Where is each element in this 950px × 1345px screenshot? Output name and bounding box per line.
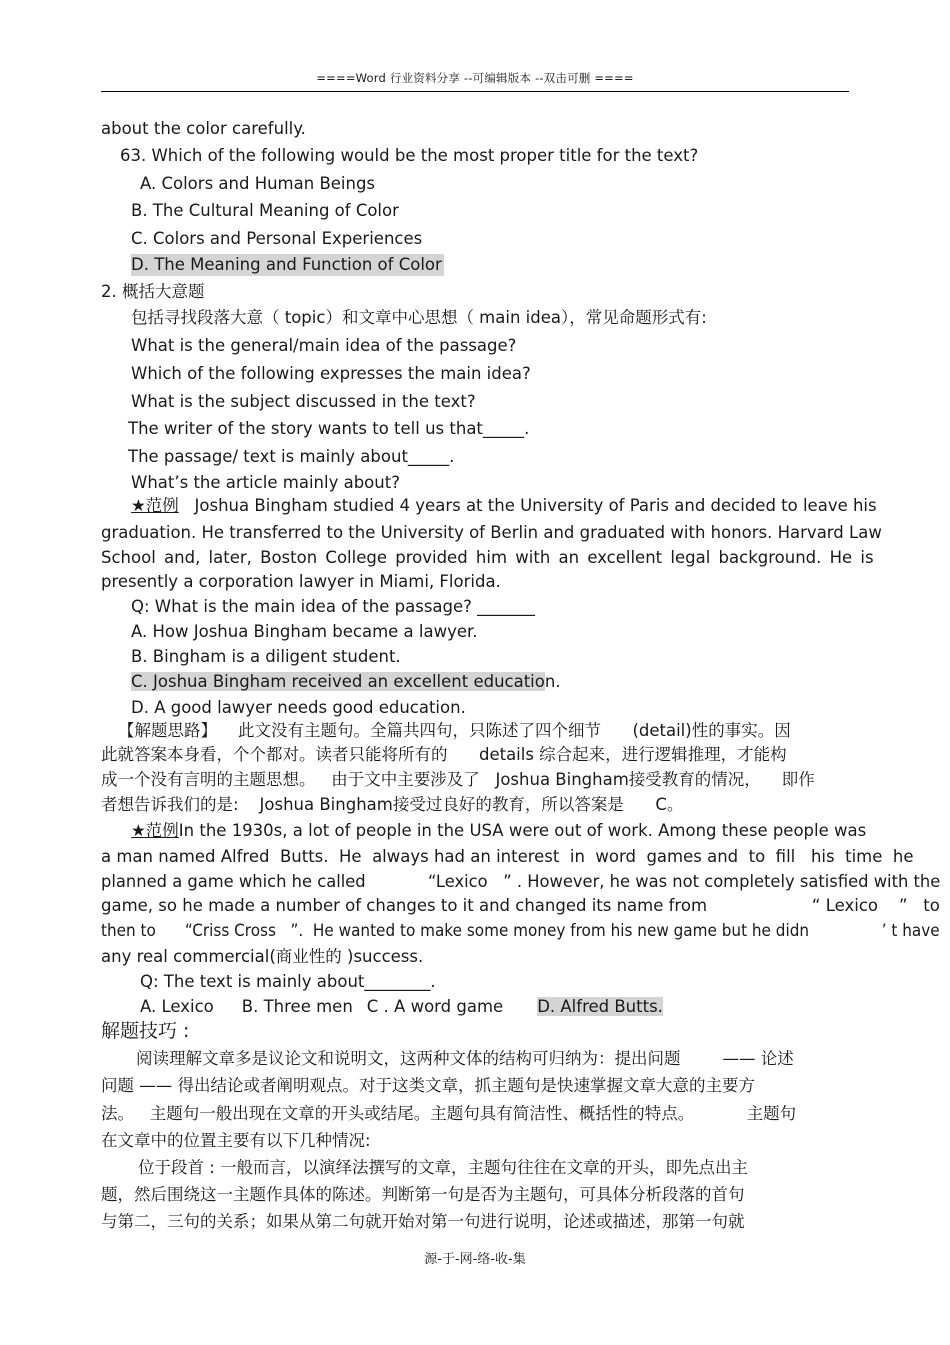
tips-text: 阅读理解文章多是议论文和说明文，这两种文体的结构可归纳为：提出问题 —— 论述 (136, 1049, 794, 1068)
analysis-text: 者想告诉我们的是: Joshua Bingham接受过良好的教育，所以答案是 C。 (101, 795, 684, 814)
tips-text: 题，然后围绕这一主题作具体的陈述。判断第一句是否为主题句，可具体分析段落的首句 (101, 1185, 745, 1204)
q63-tail: about the color carefully. (101, 119, 306, 138)
example-2-text: In the 1930s, a lot of people in the USA were out of work. Among these people was (178, 821, 867, 840)
example-2-text: game, so he made a number of changes to it and changed its name from “ Lexico ” to (101, 896, 940, 915)
question-form: The passage/ text is mainly about_____. (128, 447, 455, 466)
example-1-text: graduation. He transferred to the University of Berlin and graduated with honors. Harvard Law (101, 523, 882, 542)
header-rule (101, 91, 849, 92)
example-1-question: Q: What is the main idea of the passage? _______ (131, 597, 535, 616)
example-2-text: a man named Alfred Butts. He always had an interest in word games and to fill his time he (101, 847, 914, 866)
example-2-text: any real commercial(商业性的 )success. (101, 947, 424, 966)
example-2-text: then to “Criss Cross ”. He wanted to make some money from his new game but he didn ’ t have (101, 921, 940, 940)
question-form: What is the general/main idea of the passage? (131, 336, 517, 355)
tips-text: 法。 主题句一般出现在文章的开头或结尾。主题句具有简洁性、概括性的特点。 主题句 (101, 1104, 797, 1123)
question-form: What is the subject discussed in the text? (131, 392, 476, 411)
q63-option-d-highlighted: D. The Meaning and Function of Color (131, 255, 442, 274)
example-1-option-c: C. Joshua Bingham received an excellent education. (131, 672, 561, 691)
example-2-text: planned a game which he called “Lexico ” . However, he was not completely satisfied with the (101, 872, 941, 891)
analysis-text: 成一个没有言明的主题思想。 由于文中主要涉及了 Joshua Bingham接受教育的情况， 即作 (101, 770, 815, 789)
analysis-text: 【解题思路】 此文没有主题句。全篇共四句，只陈述了四个细节 (detail)性的事实。因 (118, 721, 791, 740)
example-2-option-c: C . A word game (366, 997, 504, 1016)
example-2-option-a: A. Lexico (140, 997, 214, 1016)
question-form: What’s the article mainly about? (131, 473, 400, 492)
q63-option-c: C. Colors and Personal Experiences (131, 229, 423, 248)
section-2-intro: 包括寻找段落大意（ topic）和文章中心思想（ main idea），常见命题形式有: (131, 308, 707, 327)
q63-option-b: B. The Cultural Meaning of Color (131, 201, 399, 220)
tips-text: 问题 —— 得出结论或者阐明观点。对于这类文章，抓主题句是快速掌握文章大意的主要方 (101, 1076, 755, 1095)
example-2-question: Q: The text is mainly about________. (140, 972, 436, 991)
page-header: ====Word 行业资料分享 --可编辑版本 --双击可删 ==== (316, 71, 634, 85)
tips-title: 解题技巧 : (101, 1020, 190, 1042)
example-2-option-b: B. Three men (241, 997, 353, 1016)
highlighted-answer: C. Joshua Bingham received an excellent educatio (131, 672, 545, 691)
example-1-text: Joshua Bingham studied 4 years at the University of Paris and decided to leave his (194, 496, 877, 515)
section-2-title: 2. 概括大意题 (101, 282, 205, 301)
question-form: Which of the following expresses the main idea? (131, 364, 531, 383)
example-2-first-line (131, 820, 866, 842)
example-1-option-a: A. How Joshua Bingham became a lawyer. (131, 622, 478, 641)
tips-text: 在文章中的位置主要有以下几种情况: (101, 1131, 371, 1150)
q63-option-a: A. Colors and Human Beings (140, 174, 376, 193)
example-2-option-d-highlighted: D. Alfred Butts. (537, 997, 663, 1016)
example-label: ★范例 (131, 496, 179, 515)
analysis-text: 此就答案本身看，个个都对。读者只能将所有的 details 综合起来，进行逻辑推理，才能构 (101, 745, 787, 764)
question-form: The writer of the story wants to tell us that_____. (128, 419, 530, 438)
example-label: ★范例 (131, 821, 179, 840)
example-1-option-d: D. A good lawyer needs good education. (131, 698, 466, 717)
example-1-text: School and, later, Boston College provided him with an excellent legal background. He is (101, 548, 874, 567)
q63-question: 63. Which of the following would be the most proper title for the text? (120, 146, 699, 165)
tips-text: 位于段首 : 一般而言，以演绎法撰写的文章，主题句往往在文章的开头，即先点出主 (138, 1158, 749, 1177)
tips-text: 与第二，三句的关系；如果从第二句就开始对第一句进行说明，论述或描述，那第一句就 (101, 1212, 745, 1231)
example-1-text: presently a corporation lawyer in Miami, Florida. (101, 572, 501, 591)
page-footer: 源-于-网-络-收-集 (424, 1252, 526, 1267)
example-2-options (140, 996, 663, 1018)
example-1-first-line (131, 495, 877, 517)
example-1-option-b: B. Bingham is a diligent student. (131, 647, 401, 666)
